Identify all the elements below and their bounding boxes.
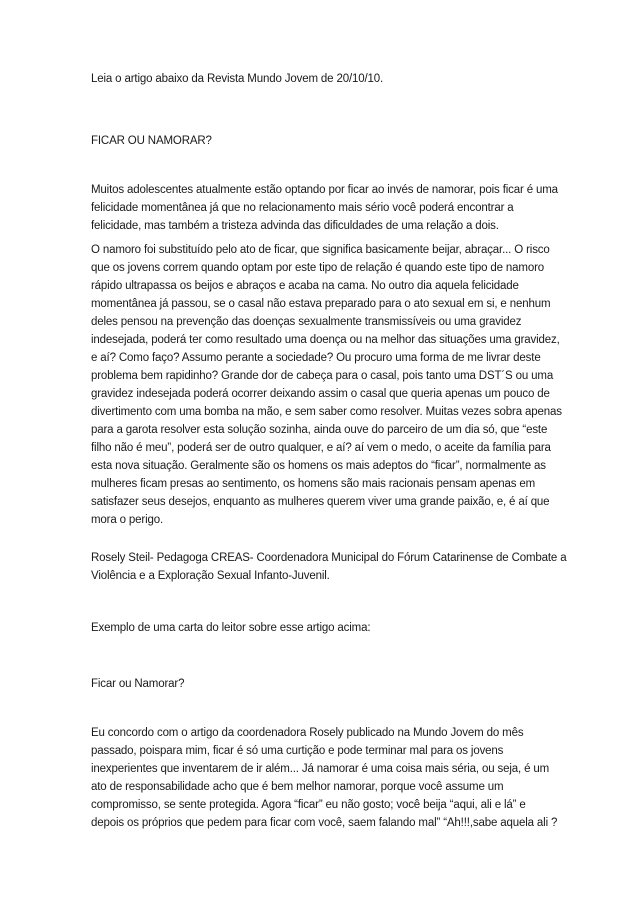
letter-line-4: ato de responsabilidade acho que é bem melhor namorar, porque você assume um <box>91 781 504 793</box>
paragraph2-line-2: que os jovens correm quando optam por este tipo de relação é quando este tipo de namoro <box>91 262 545 274</box>
paragraph2-line-7: e aí? Como faço? Assumo perante a sociedade? Ou procuro uma forma de me livrar deste <box>91 352 541 364</box>
letter-line-3: inexperientes que inventarem de ir além... Já namorar é uma coisa mais séria, ou seja, é um <box>91 763 550 775</box>
paragraph2-line-5: deles pensou na prevenção das doenças sexualmente transmissíveis ou uma gravidez <box>91 316 522 328</box>
paragraph2-line-11: para a garota resolver esta solução sozinha, ainda ouve do parceiro de um dia só, que “este <box>91 424 548 436</box>
paragraph2-line-14: mulheres ficam presas ao sentimento, os homens são mais racionais pensam apenas em <box>91 478 536 490</box>
paragraph2-line-13: esta nova situação. Geralmente são os homens os mais adeptos do “ficar”, normalmente as <box>91 460 546 472</box>
author-line-2: Violência e a Exploração Sexual Infanto-Juvenil. <box>91 570 330 582</box>
paragraph2-line-9: gravidez indesejada poderá ocorrer deixando assim o casal que queria apenas um pouco de <box>91 388 550 400</box>
author-line-1: Rosely Steil- Pedagoga CREAS- Coordenadora Municipal do Fórum Catarinense de Combate a <box>91 552 567 564</box>
paragraph2-line-8: problema bem rapidinho? Grande dor de cabeça para o casal, pois tanto uma DST´S ou uma <box>91 370 554 382</box>
paragraph2-line-1: O namoro foi substituído pelo ato de ficar, que significa basicamente beijar, abraçar... O risco <box>91 244 550 256</box>
intro-line: Leia o artigo abaixo da Revista Mundo Jovem de 20/10/10. <box>91 73 384 85</box>
paragraph1-line-3: felicidade, mas também a tristeza advinda das dificuldades de uma relação a dois. <box>91 220 499 232</box>
example-intro: Exemplo de uma carta do leitor sobre esse artigo acima: <box>91 622 371 634</box>
letter-title: Ficar ou Namorar? <box>91 678 185 690</box>
letter-line-1: Eu concordo com o artigo da coordenadora Rosely publicado na Mundo Jovem do mês <box>91 727 524 739</box>
paragraph2-line-16: mora o perigo. <box>91 514 164 526</box>
paragraph2-line-15: satisfazer seus desejos, enquanto as mulheres querem viver uma grande paixão, e, é aí que <box>91 496 550 508</box>
paragraph1-line-1: Muitos adolescentes atualmente estão optando por ficar ao invés de namorar, pois ficar é uma <box>91 184 558 196</box>
article-heading: FICAR OU NAMORAR? <box>91 135 212 147</box>
paragraph2-line-10: divertimento com uma bomba na mão, e sem saber como resolver. Muitas vezes sobra apenas <box>91 406 562 418</box>
paragraph2-line-3: rápido ultrapassa os beijos e abraços e acaba na cama. No outro dia aquela felicidade <box>91 280 519 292</box>
letter-line-5: compromisso, se sente protegida. Agora “ficar” eu não gosto; você beija “aqui, ali e lá” e <box>91 799 526 811</box>
paragraph2-line-4: momentânea já passou, se o casal não estava preparado para o ato sexual em si, e nenhum <box>91 298 551 310</box>
paragraph2-line-12: filho não é meu”, poderá ser de outro qualquer, e aí? aí vem o medo, o aceite da família para <box>91 442 551 454</box>
letter-line-2: passado, poispara mim, ficar é só uma curtição e pode terminar mal para os jovens <box>91 745 504 757</box>
paragraph1-line-2: felicidade momentânea já que no relacionamento mais sério você poderá encontrar a <box>91 202 514 214</box>
letter-line-6: depois os próprios que pedem para ficar com você, saem falando mal” “Ah!!!,sabe aquela ali ? <box>91 817 558 829</box>
paragraph2-line-6: indesejada, poderá ter como resultado uma doença ou na melhor das situações uma gravidez, <box>91 334 560 346</box>
